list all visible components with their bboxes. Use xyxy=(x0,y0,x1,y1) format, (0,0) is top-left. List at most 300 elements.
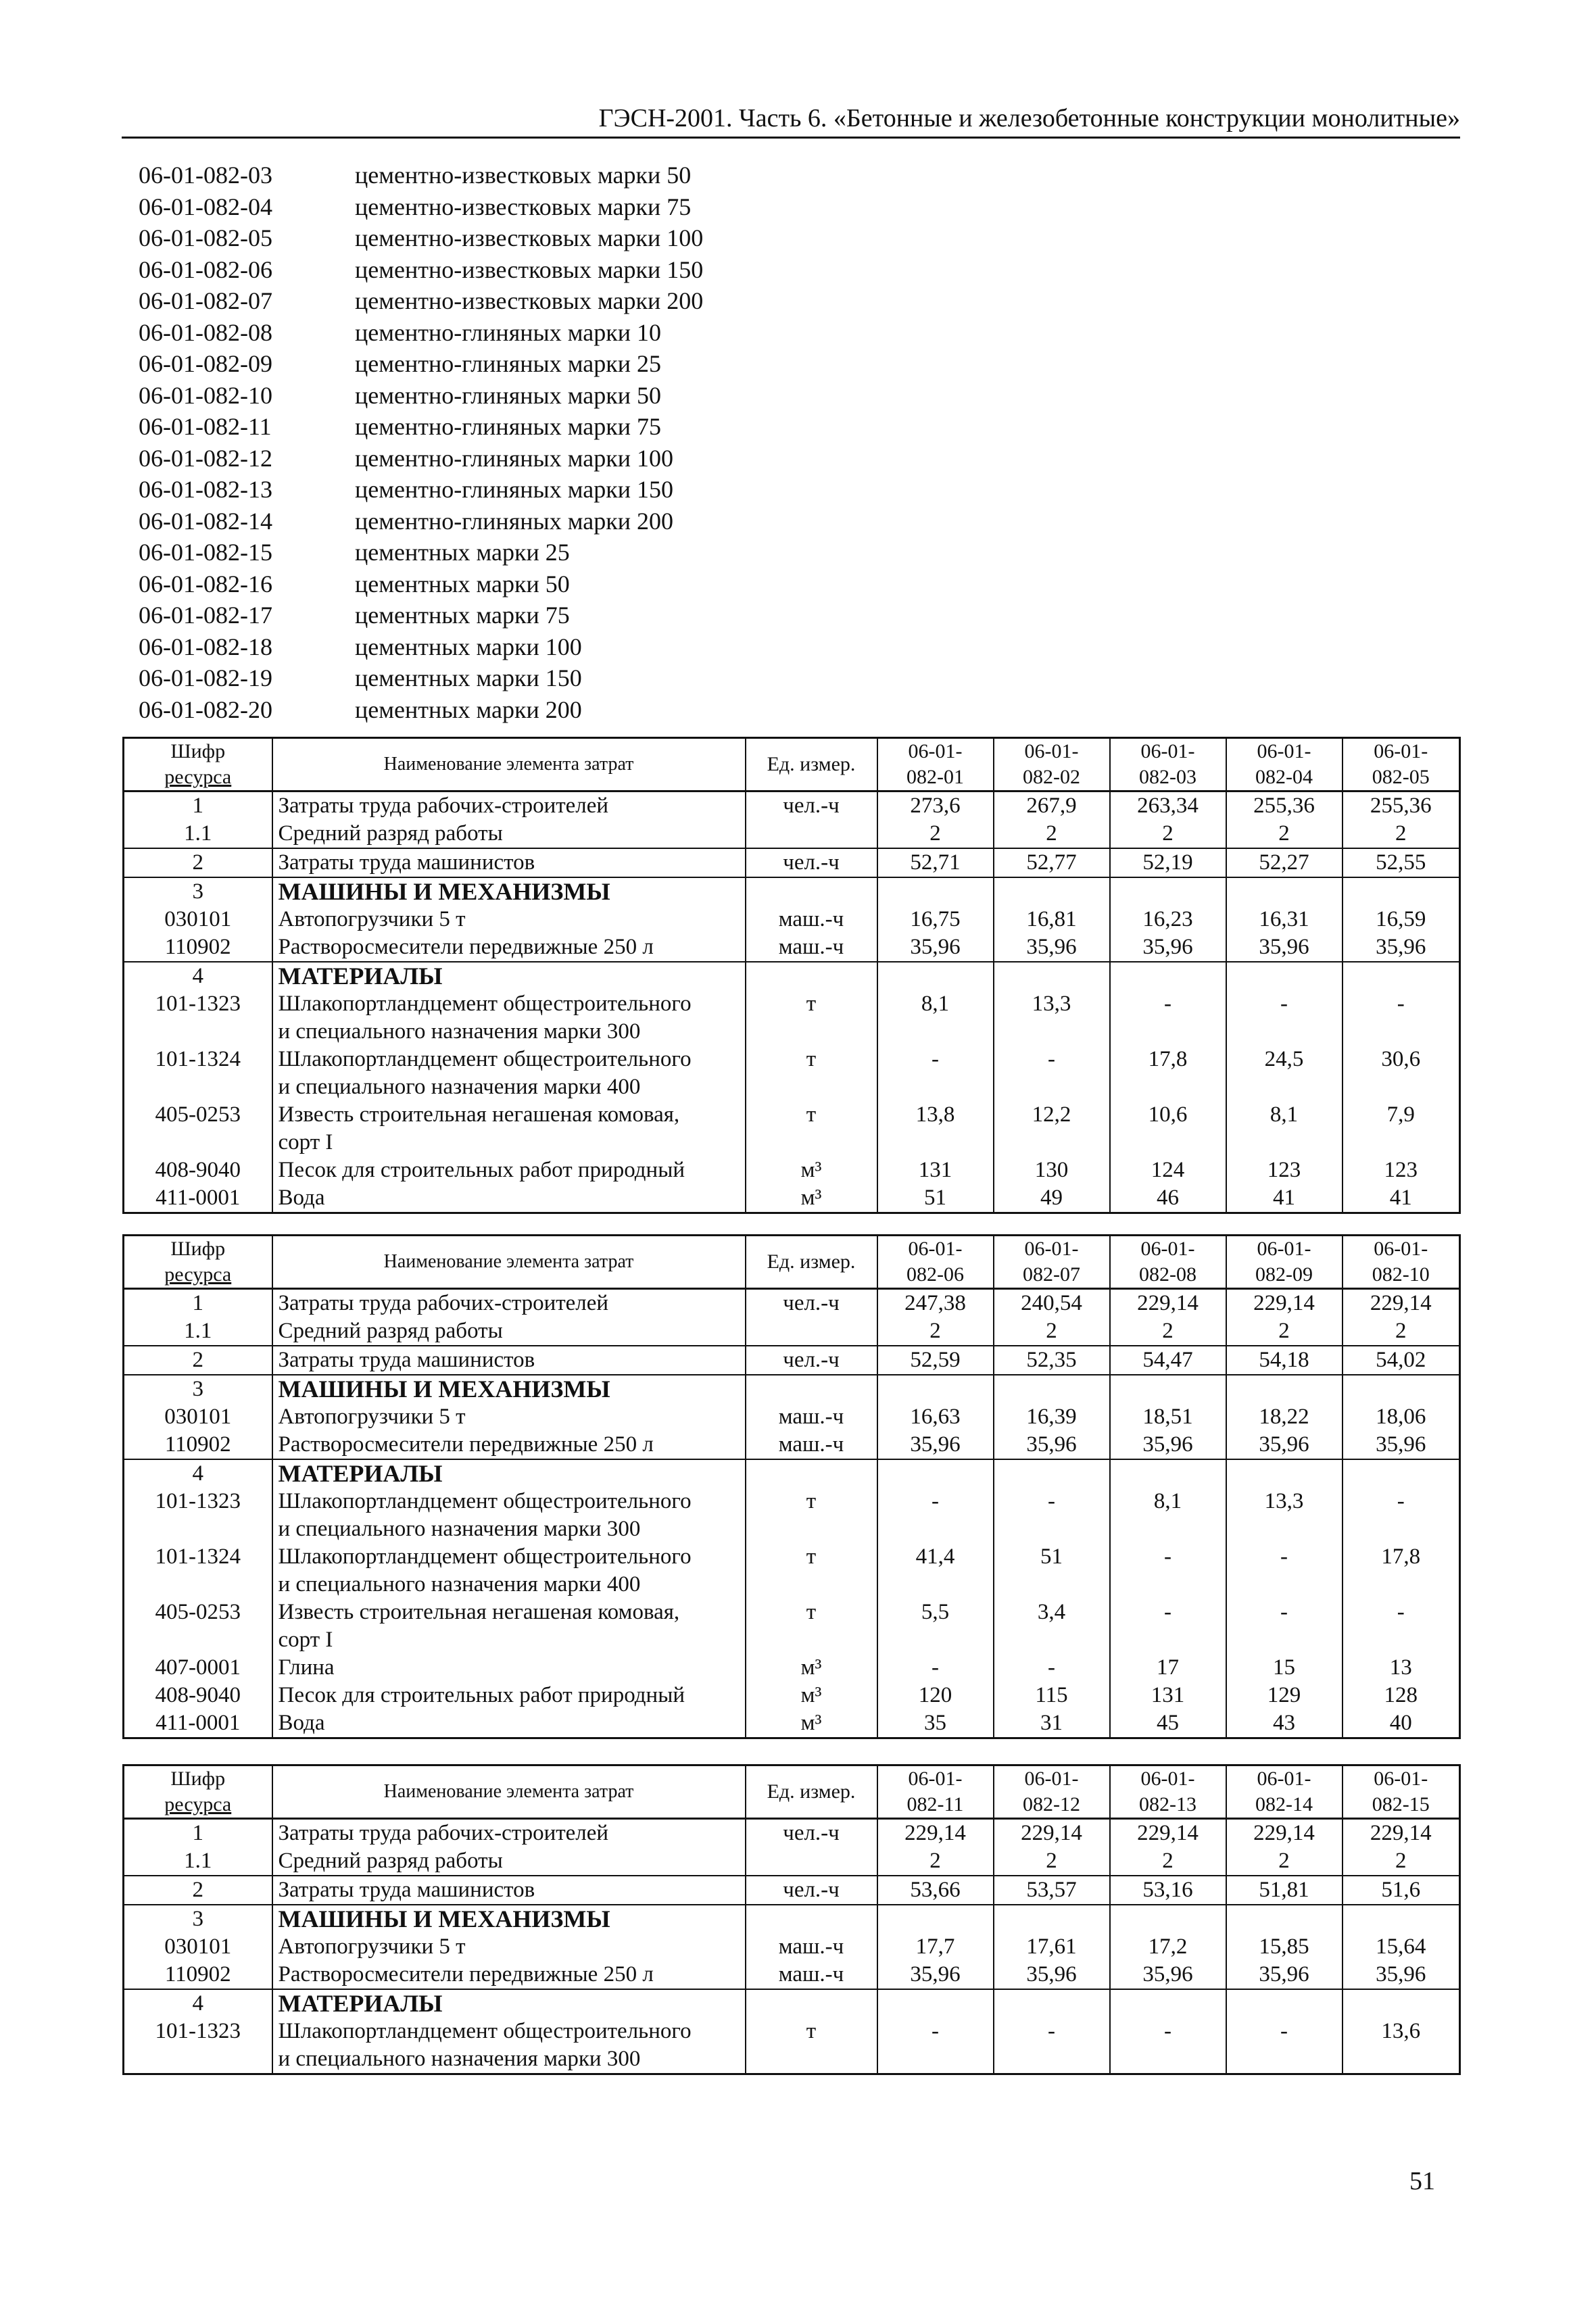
table-row xyxy=(124,962,1460,990)
row-value: 2 xyxy=(1343,1847,1460,1876)
row-name xyxy=(272,791,746,821)
row-value: 51 xyxy=(994,1543,1110,1599)
row-unit: м³ xyxy=(746,1709,877,1738)
row-value: - xyxy=(877,1654,994,1682)
row-value: - xyxy=(1343,1599,1460,1654)
row-value: - xyxy=(877,2018,994,2074)
row-value xyxy=(877,877,994,906)
column-code-line1: 06-01- xyxy=(1024,1768,1079,1790)
row-name-line1: Вода xyxy=(278,1186,325,1210)
row-value xyxy=(1110,1375,1226,1403)
row-value: - xyxy=(994,1654,1110,1682)
row-value: - xyxy=(1343,1488,1460,1543)
row-value: 13,8 xyxy=(877,1101,994,1156)
row-value: 16,63 xyxy=(877,1403,994,1431)
row-unit xyxy=(746,1317,877,1346)
code-number: 06-01-082-19 xyxy=(139,664,272,691)
code-description: цементно-глиняных марки 150 xyxy=(355,476,673,503)
table-row xyxy=(124,1876,1460,1905)
row-unit: м³ xyxy=(746,1682,877,1709)
row-code: 408-9040 xyxy=(124,1156,272,1184)
row-value xyxy=(1110,877,1226,906)
header-code-line1: Шифр xyxy=(170,740,226,762)
row-value: 53,16 xyxy=(1110,1876,1226,1905)
column-code-line1: 06-01- xyxy=(1024,740,1079,762)
table-row xyxy=(124,1654,1460,1682)
row-code: 101-1324 xyxy=(124,1046,272,1101)
table-header-row xyxy=(124,738,1460,791)
code-number: 06-01-082-18 xyxy=(139,633,272,660)
row-code: 405-0253 xyxy=(124,1101,272,1156)
code-number: 06-01-082-14 xyxy=(139,507,272,535)
row-name-line1: МАТЕРИАЛЫ xyxy=(278,1990,443,2017)
row-value: 229,14 xyxy=(994,1819,1110,1848)
row-name-line1: Затраты труда машинистов xyxy=(278,850,535,875)
row-value: 52,77 xyxy=(994,848,1110,877)
row-value: 115 xyxy=(994,1682,1110,1709)
table-row xyxy=(124,1403,1460,1431)
row-value: 43 xyxy=(1226,1709,1343,1738)
row-value: 240,54 xyxy=(994,1289,1110,1318)
row-value xyxy=(1226,1375,1343,1403)
row-code: 110902 xyxy=(124,1431,272,1459)
table-row xyxy=(124,1819,1460,1848)
row-value: 35 xyxy=(877,1709,994,1738)
header-column-code xyxy=(1343,738,1460,791)
row-value: - xyxy=(1226,990,1343,1046)
row-code: 4 xyxy=(124,1459,272,1488)
column-code-line1: 06-01- xyxy=(1257,1768,1311,1790)
header-unit: Ед. измер. xyxy=(746,738,877,791)
row-value: 35,96 xyxy=(1343,933,1460,962)
header-column-code xyxy=(1343,1236,1460,1289)
row-value: 17,61 xyxy=(994,1933,1110,1961)
row-value xyxy=(877,1905,994,1933)
row-value: 13 xyxy=(1343,1654,1460,1682)
code-number: 06-01-082-12 xyxy=(139,444,272,472)
row-name-line1: МАШИНЫ И МЕХАНИЗМЫ xyxy=(278,878,610,905)
row-value xyxy=(994,1989,1110,2018)
row-unit: чел.-ч xyxy=(746,1876,877,1905)
row-code: 1.1 xyxy=(124,820,272,848)
row-unit xyxy=(746,962,877,990)
header-code xyxy=(124,738,272,791)
row-value: 35,96 xyxy=(1226,933,1343,962)
column-code-line2: 082-06 xyxy=(906,1263,964,1286)
row-value: 16,31 xyxy=(1226,906,1343,933)
row-value: 13,3 xyxy=(1226,1488,1343,1543)
row-value: 120 xyxy=(877,1682,994,1709)
row-value: - xyxy=(1343,990,1460,1046)
code-list-item xyxy=(139,285,703,317)
row-value: 2 xyxy=(1110,1317,1226,1346)
row-value xyxy=(1343,962,1460,990)
row-code: 101-1323 xyxy=(124,2018,272,2074)
row-value: 229,14 xyxy=(1343,1819,1460,1848)
row-name-line1: Глина xyxy=(278,1655,335,1680)
row-code: 1 xyxy=(124,1289,272,1318)
row-value: 229,14 xyxy=(877,1819,994,1848)
code-description: цементно-глиняных марки 75 xyxy=(355,413,661,440)
row-code: 110902 xyxy=(124,933,272,962)
row-value: 54,47 xyxy=(1110,1346,1226,1375)
table-row xyxy=(124,1459,1460,1488)
page-number: 51 xyxy=(1409,2167,1435,2195)
row-value xyxy=(877,1989,994,2018)
row-value: 51,81 xyxy=(1226,1876,1343,1905)
row-value: 131 xyxy=(877,1156,994,1184)
row-value xyxy=(877,962,994,990)
table-row xyxy=(124,1046,1460,1101)
row-value: - xyxy=(1226,1543,1343,1599)
table-row xyxy=(124,933,1460,962)
row-name xyxy=(272,906,746,933)
code-list-item xyxy=(139,160,703,191)
row-value: - xyxy=(1110,1543,1226,1599)
table-row xyxy=(124,906,1460,933)
column-code-line1: 06-01- xyxy=(1140,1768,1195,1790)
row-name-line1: МАТЕРИАЛЫ xyxy=(278,1460,443,1487)
row-code: 4 xyxy=(124,962,272,990)
row-value: 46 xyxy=(1110,1184,1226,1213)
row-value: 128 xyxy=(1343,1682,1460,1709)
row-name xyxy=(272,1819,746,1848)
row-value xyxy=(1343,877,1460,906)
row-value: 8,1 xyxy=(1226,1101,1343,1156)
header-code-line2: ресурса xyxy=(164,766,232,788)
row-name-line1: Средний разряд работы xyxy=(278,821,503,846)
header-column-code xyxy=(994,1765,1110,1819)
row-value: 2 xyxy=(994,1847,1110,1876)
column-code-line2: 082-10 xyxy=(1372,1263,1430,1286)
row-value: - xyxy=(1110,2018,1226,2074)
row-code: 030101 xyxy=(124,906,272,933)
column-code-line1: 06-01- xyxy=(1140,1238,1195,1260)
column-code-line1: 06-01- xyxy=(1257,740,1311,762)
code-number: 06-01-082-17 xyxy=(139,602,272,629)
row-value xyxy=(1226,1989,1343,2018)
row-unit: чел.-ч xyxy=(746,1819,877,1848)
code-description: цементных марки 150 xyxy=(355,664,582,691)
row-name xyxy=(272,820,746,848)
code-list-item xyxy=(139,348,703,380)
row-value: 51,6 xyxy=(1343,1876,1460,1905)
row-value: 54,18 xyxy=(1226,1346,1343,1375)
row-code: 3 xyxy=(124,877,272,906)
table-row xyxy=(124,848,1460,877)
row-name xyxy=(272,1961,746,1989)
row-value xyxy=(994,962,1110,990)
row-value: 2 xyxy=(1110,1847,1226,1876)
code-number: 06-01-082-11 xyxy=(139,413,272,440)
row-code: 2 xyxy=(124,1346,272,1375)
row-name-line2: сорт I xyxy=(278,1628,333,1652)
header-column-code xyxy=(1110,1765,1226,1819)
code-list-item xyxy=(139,317,703,349)
row-value: 35,96 xyxy=(1110,933,1226,962)
row-value: 53,57 xyxy=(994,1876,1110,1905)
row-value: 15 xyxy=(1226,1654,1343,1682)
row-unit: т xyxy=(746,1543,877,1599)
row-name-line1: Автопогрузчики 5 т xyxy=(278,907,466,931)
code-description: цементно-известковых марки 100 xyxy=(355,224,704,251)
row-value xyxy=(877,1375,994,1403)
row-value: 18,06 xyxy=(1343,1403,1460,1431)
row-value: 52,35 xyxy=(994,1346,1110,1375)
table-row xyxy=(124,1317,1460,1346)
code-list-item xyxy=(139,222,703,254)
row-unit: м³ xyxy=(746,1184,877,1213)
column-code-line2: 082-08 xyxy=(1139,1263,1196,1286)
row-value xyxy=(994,1459,1110,1488)
page-header xyxy=(122,101,1460,139)
row-name xyxy=(272,1317,746,1346)
row-value: 2 xyxy=(994,1317,1110,1346)
row-name-line1: Шлакопортландцемент общестроительного xyxy=(278,1047,692,1071)
column-code-line2: 082-15 xyxy=(1372,1793,1430,1816)
table-row xyxy=(124,1101,1460,1156)
row-unit: т xyxy=(746,1599,877,1654)
row-value: 35,96 xyxy=(877,1961,994,1989)
row-name xyxy=(272,990,746,1046)
table-row xyxy=(124,791,1460,821)
code-list-item xyxy=(139,600,703,631)
row-value: 35,96 xyxy=(994,1431,1110,1459)
row-name-line2: и специального назначения марки 300 xyxy=(278,2047,641,2071)
column-code-line2: 082-04 xyxy=(1255,766,1313,788)
row-value: 52,59 xyxy=(877,1346,994,1375)
row-value: 17 xyxy=(1110,1654,1226,1682)
row-value: 123 xyxy=(1226,1156,1343,1184)
row-value: 35,96 xyxy=(1226,1961,1343,1989)
code-description: цементных марки 50 xyxy=(355,570,570,598)
row-code: 110902 xyxy=(124,1961,272,1989)
header-column-code xyxy=(1343,1765,1460,1819)
code-description: цементных марки 100 xyxy=(355,633,582,660)
row-value xyxy=(1226,1459,1343,1488)
header-name: Наименование элемента затрат xyxy=(272,1236,746,1289)
code-number: 06-01-082-06 xyxy=(139,255,272,283)
column-code-line1: 06-01- xyxy=(1374,1768,1428,1790)
table-row xyxy=(124,1905,1460,1933)
row-value: 17,8 xyxy=(1110,1046,1226,1101)
code-number: 06-01-082-07 xyxy=(139,287,272,314)
header-code-line2: ресурса xyxy=(164,1263,232,1286)
row-value: 2 xyxy=(877,1847,994,1876)
row-unit: чел.-ч xyxy=(746,848,877,877)
code-list-item xyxy=(139,631,703,663)
code-list-item xyxy=(139,537,703,568)
resource-table-2 xyxy=(122,1234,1461,1739)
code-description: цементных марки 75 xyxy=(355,602,570,629)
row-unit: маш.-ч xyxy=(746,906,877,933)
column-code-line1: 06-01- xyxy=(1140,740,1195,762)
row-value: 41 xyxy=(1226,1184,1343,1213)
row-name xyxy=(272,1459,746,1488)
row-name-line1: Средний разряд работы xyxy=(278,1849,503,1873)
row-unit: маш.-ч xyxy=(746,1403,877,1431)
row-name-line2: сорт I xyxy=(278,1130,333,1154)
row-value: 229,14 xyxy=(1226,1819,1343,1848)
row-value xyxy=(994,1375,1110,1403)
row-name xyxy=(272,1403,746,1431)
row-name xyxy=(272,1709,746,1738)
row-value: 2 xyxy=(1226,1847,1343,1876)
row-name-line1: МАШИНЫ И МЕХАНИЗМЫ xyxy=(278,1375,610,1403)
row-value xyxy=(1226,1905,1343,1933)
row-value: - xyxy=(877,1046,994,1101)
table-row xyxy=(124,1488,1460,1543)
row-name xyxy=(272,1375,746,1403)
code-description: цементно-известковых марки 75 xyxy=(355,193,692,220)
row-value: 17,2 xyxy=(1110,1933,1226,1961)
row-value: 35,96 xyxy=(1343,1431,1460,1459)
row-value: 130 xyxy=(994,1156,1110,1184)
table-row xyxy=(124,1346,1460,1375)
row-value: 8,1 xyxy=(1110,1488,1226,1543)
row-value: 2 xyxy=(1226,1317,1343,1346)
row-name-line2: и специального назначения марки 400 xyxy=(278,1075,641,1099)
row-value: 52,55 xyxy=(1343,848,1460,877)
row-code: 101-1323 xyxy=(124,1488,272,1543)
row-value: 41,4 xyxy=(877,1543,994,1599)
column-code-line1: 06-01- xyxy=(908,740,963,762)
row-value: 124 xyxy=(1110,1156,1226,1184)
row-value: 5,5 xyxy=(877,1599,994,1654)
row-value: 35,96 xyxy=(1110,1961,1226,1989)
row-value: 49 xyxy=(994,1184,1110,1213)
table-row xyxy=(124,1709,1460,1738)
code-description: цементно-известковых марки 50 xyxy=(355,162,692,189)
table-row xyxy=(124,1375,1460,1403)
row-name-line1: Шлакопортландцемент общестроительного xyxy=(278,1489,692,1513)
row-name-line1: Шлакопортландцемент общестроительного xyxy=(278,992,692,1016)
row-value xyxy=(1343,1375,1460,1403)
header-unit: Ед. измер. xyxy=(746,1236,877,1289)
row-name-line1: Шлакопортландцемент общестроительного xyxy=(278,1544,692,1569)
row-name xyxy=(272,962,746,990)
row-code: 405-0253 xyxy=(124,1599,272,1654)
code-list-item xyxy=(139,694,703,726)
row-code: 3 xyxy=(124,1375,272,1403)
row-value: 8,1 xyxy=(877,990,994,1046)
column-code-line1: 06-01- xyxy=(908,1768,963,1790)
code-list-item xyxy=(139,191,703,223)
table-row xyxy=(124,1989,1460,2018)
row-value: 129 xyxy=(1226,1682,1343,1709)
row-unit xyxy=(746,1989,877,2018)
row-value: - xyxy=(994,2018,1110,2074)
column-code-line2: 082-07 xyxy=(1023,1263,1080,1286)
row-name-line1: Шлакопортландцемент общестроительного xyxy=(278,2019,692,2043)
header-column-code xyxy=(994,1236,1110,1289)
code-description: цементно-глиняных марки 50 xyxy=(355,381,661,409)
row-unit: т xyxy=(746,1101,877,1156)
row-value: 255,36 xyxy=(1343,791,1460,821)
table-row xyxy=(124,1682,1460,1709)
row-value: - xyxy=(1226,1599,1343,1654)
header-code xyxy=(124,1765,272,1819)
row-value: 30,6 xyxy=(1343,1046,1460,1101)
table-row xyxy=(124,1431,1460,1459)
row-name-line1: МАШИНЫ И МЕХАНИЗМЫ xyxy=(278,1905,610,1932)
row-code: 4 xyxy=(124,1989,272,2018)
row-name-line1: Затраты труда рабочих-строителей xyxy=(278,1291,609,1315)
row-unit: т xyxy=(746,2018,877,2074)
row-name xyxy=(272,1046,746,1101)
header-column-code xyxy=(994,738,1110,791)
row-value: 16,39 xyxy=(994,1403,1110,1431)
row-value: 13,6 xyxy=(1343,2018,1460,2074)
header-name: Наименование элемента затрат xyxy=(272,1765,746,1819)
column-code-line2: 082-14 xyxy=(1255,1793,1313,1816)
code-description: цементно-глиняных марки 10 xyxy=(355,318,661,346)
row-value xyxy=(1226,877,1343,906)
row-value: 15,64 xyxy=(1343,1933,1460,1961)
row-name-line1: Песок для строительных работ природный xyxy=(278,1158,685,1182)
header-column-code xyxy=(877,1765,994,1819)
column-code-line2: 082-05 xyxy=(1372,766,1430,788)
row-value: 35,96 xyxy=(994,933,1110,962)
row-value: 35,96 xyxy=(877,933,994,962)
column-code-line2: 082-13 xyxy=(1139,1793,1196,1816)
row-name xyxy=(272,1876,746,1905)
row-name xyxy=(272,1488,746,1543)
row-unit xyxy=(746,1459,877,1488)
column-code-line1: 06-01- xyxy=(1374,1238,1428,1260)
row-value: 2 xyxy=(1343,1317,1460,1346)
row-value: 18,22 xyxy=(1226,1403,1343,1431)
row-value xyxy=(1226,962,1343,990)
row-name-line1: Вода xyxy=(278,1711,325,1735)
code-list xyxy=(139,160,703,725)
code-number: 06-01-082-08 xyxy=(139,318,272,346)
row-value: 18,51 xyxy=(1110,1403,1226,1431)
header-column-code xyxy=(1226,1765,1343,1819)
row-code: 3 xyxy=(124,1905,272,1933)
row-name-line2: и специального назначения марки 400 xyxy=(278,1572,641,1597)
row-name-line1: Затраты труда машинистов xyxy=(278,1348,535,1372)
row-unit: маш.-ч xyxy=(746,1961,877,1989)
code-description: цементных марки 25 xyxy=(355,539,570,566)
table-row xyxy=(124,1184,1460,1213)
row-value: 3,4 xyxy=(994,1599,1110,1654)
row-unit: м³ xyxy=(746,1654,877,1682)
code-list-item xyxy=(139,662,703,694)
row-unit xyxy=(746,820,877,848)
row-value: 123 xyxy=(1343,1156,1460,1184)
row-name xyxy=(272,1289,746,1318)
row-value: 2 xyxy=(1110,820,1226,848)
row-value xyxy=(1110,1459,1226,1488)
row-name xyxy=(272,1682,746,1709)
row-value: 267,9 xyxy=(994,791,1110,821)
table-row xyxy=(124,1933,1460,1961)
code-number: 06-01-082-04 xyxy=(139,193,272,220)
row-value: 31 xyxy=(994,1709,1110,1738)
row-code: 030101 xyxy=(124,1403,272,1431)
header-code-line1: Шифр xyxy=(170,1768,226,1790)
row-name-line1: Средний разряд работы xyxy=(278,1319,503,1343)
row-unit: т xyxy=(746,1488,877,1543)
row-value: 247,38 xyxy=(877,1289,994,1318)
row-value: 2 xyxy=(1343,820,1460,848)
row-value: - xyxy=(1110,990,1226,1046)
row-name xyxy=(272,1905,746,1933)
row-value: 35,96 xyxy=(1226,1431,1343,1459)
row-name xyxy=(272,2018,746,2074)
header-column-code xyxy=(1226,738,1343,791)
